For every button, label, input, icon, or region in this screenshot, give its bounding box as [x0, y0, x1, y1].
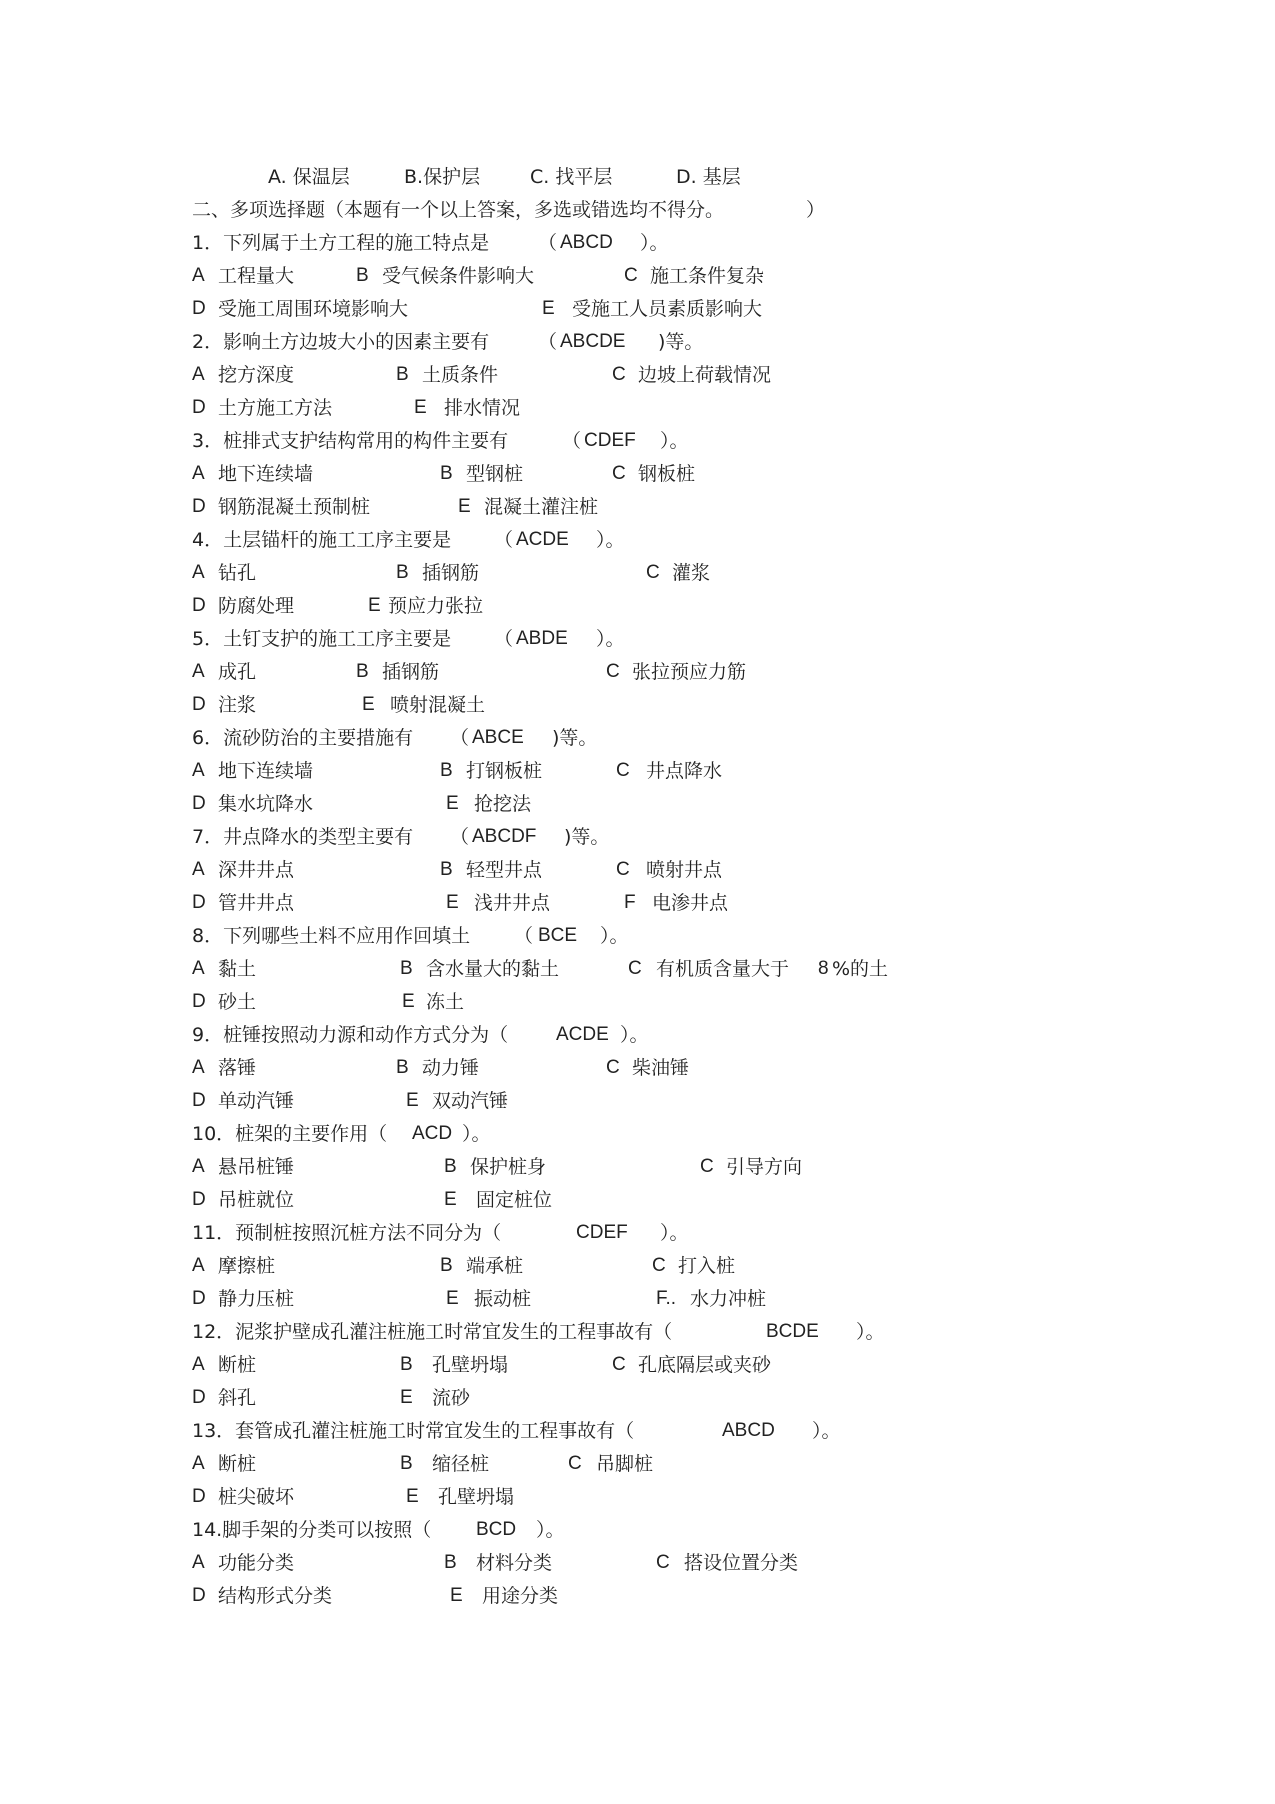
question-10-option-3-text: 引导方向 — [726, 1156, 803, 1178]
question-12-answer: BCDE — [766, 1321, 819, 1342]
question-11-option-6-letter: F.. — [656, 1288, 677, 1309]
question-3-close: ）。 — [660, 430, 689, 452]
question-10-answer: ACD — [412, 1123, 453, 1144]
question-5-option-3-letter: C — [606, 661, 620, 682]
question-14-option-1-letter: A — [192, 1552, 205, 1573]
question-9-option-3-letter: C — [606, 1057, 620, 1078]
question-2-option-3-text: 边坡上荷载情况 — [638, 364, 772, 386]
question-11-option-3-text: 打入桩 — [678, 1255, 736, 1277]
question-6-stem: 6．流砂防治的主要措施有 — [192, 727, 414, 749]
question-8-option-3-letter: C — [628, 958, 642, 979]
question-14-option-4-text: 结构形式分类 — [218, 1585, 333, 1607]
question-12-option-1-letter: A — [192, 1354, 205, 1375]
question-5-option-3-text: 张拉预应力筋 — [632, 661, 747, 683]
question-12-option-4-text: 斜孔 — [218, 1387, 257, 1409]
question-7-option-6-text: 电渗井点 — [652, 892, 729, 914]
question-9-stem: 9．桩锤按照动力源和动作方式分为（ — [192, 1024, 509, 1046]
question-5-option-2-letter: B — [356, 661, 369, 682]
question-12-option-2-letter: B — [400, 1354, 413, 1375]
question-1-option-4-letter: D — [192, 298, 206, 319]
question-9-option-4-letter: D — [192, 1090, 206, 1111]
question-13-option-4-letter: D — [192, 1486, 206, 1507]
question-11-answer: CDEF — [576, 1222, 628, 1243]
question-9-answer: ACDE — [556, 1024, 609, 1045]
question-8-option-2-text: 含水量大的黏土 — [426, 958, 560, 980]
question-5-stem: 5．土钉支护的施工工序主要是 — [192, 628, 452, 650]
question-6-open-paren: （ — [450, 727, 470, 749]
question-6-option-5-letter: E — [446, 793, 459, 814]
question-10-option-2-text: 保护桩身 — [470, 1156, 547, 1178]
question-6-option-2-text: 打钢板桩 — [466, 760, 543, 782]
question-7-open-paren: （ — [450, 826, 470, 848]
question-9-option-2-letter: B — [396, 1057, 409, 1078]
question-7-option-5-letter: E — [446, 892, 459, 913]
question-3-answer: CDEF — [584, 430, 636, 451]
question-6-option-4-text: 集水坑降水 — [218, 793, 314, 815]
question-5-option-4-text: 注浆 — [218, 694, 257, 716]
question-10-stem: 10．桩架的主要作用（ — [192, 1123, 388, 1145]
question-4-option-1-text: 钻孔 — [218, 562, 257, 584]
question-4-option-2-text: 插钢筋 — [422, 562, 480, 584]
question-5-option-1-text: 成孔 — [218, 661, 257, 683]
top-option-c: C. 找平层 — [530, 166, 613, 188]
question-8-option-3-text: 有机质含量大于 — [656, 958, 790, 980]
question-1-option-2-letter: B — [356, 265, 369, 286]
question-11-option-3-letter: C — [652, 1255, 666, 1276]
question-1-option-3-letter: C — [624, 265, 638, 286]
question-14-option-3-letter: C — [656, 1552, 670, 1573]
question-10-option-4-text: 吊桩就位 — [218, 1189, 295, 1211]
question-14-answer: BCD — [476, 1519, 517, 1540]
question-1-option-1-letter: A — [192, 265, 205, 286]
question-2-option-3-letter: C — [612, 364, 626, 385]
question-6-option-3-text: 井点降水 — [646, 760, 723, 782]
question-2-option-4-letter: D — [192, 397, 206, 418]
question-1-option-1-text: 工程量大 — [218, 265, 295, 287]
question-7-option-5-text: 浅井井点 — [474, 892, 551, 914]
question-12-option-1-text: 断桩 — [218, 1354, 257, 1376]
question-5-option-1-letter: A — [192, 661, 205, 682]
question-4-option-2-letter: B — [396, 562, 409, 583]
question-12-option-3-text: 孔底隔层或夹砂 — [638, 1354, 772, 1376]
question-1-option-2-text: 受气候条件影响大 — [382, 265, 535, 287]
question-14-option-5-letter: E — [450, 1585, 463, 1606]
question-13-answer: ABCD — [722, 1420, 775, 1441]
question-11-stem: 11．预制桩按照沉桩方法不同分为（ — [192, 1222, 502, 1244]
top-option-d: D. 基层 — [676, 166, 741, 188]
question-9-close: ）。 — [620, 1024, 649, 1046]
question-8-open-paren: （ — [514, 925, 534, 947]
question-1-stem: 1．下列属于土方工程的施工特点是 — [192, 232, 490, 254]
question-8-option-5-text: 冻土 — [426, 991, 465, 1013]
question-6-option-5-text: 抢挖法 — [474, 793, 532, 815]
question-1-option-5-letter: E — [542, 298, 555, 319]
question-4-option-3-letter: C — [646, 562, 660, 583]
question-9-option-3-text: 柴油锤 — [632, 1057, 690, 1079]
question-11-option-5-letter: E — [446, 1288, 459, 1309]
question-3-stem: 3．桩排式支护结构常用的构件主要有 — [192, 430, 509, 452]
question-5-option-5-text: 喷射混凝土 — [390, 694, 486, 716]
question-2-option-2-letter: B — [396, 364, 409, 385]
question-7-close: )等。 — [564, 826, 610, 848]
section-heading-close: ） — [806, 199, 826, 221]
question-2-option-5-text: 排水情况 — [444, 397, 521, 419]
question-12-stem: 12．泥浆护壁成孔灌注桩施工时常宜发生的工程事故有（ — [192, 1321, 673, 1343]
question-1-open-paren: （ — [538, 232, 558, 254]
question-3-option-3-text: 钢板桩 — [638, 463, 696, 485]
question-7-option-4-letter: D — [192, 892, 206, 913]
question-9-option-5-letter: E — [406, 1090, 419, 1111]
question-11-option-4-text: 静力压桩 — [218, 1288, 295, 1310]
question-13-option-4-text: 桩尖破坏 — [218, 1486, 295, 1508]
question-7-option-2-letter: B — [440, 859, 453, 880]
question-4-option-1-letter: A — [192, 562, 205, 583]
question-13-option-5-letter: E — [406, 1486, 419, 1507]
question-13-option-3-letter: C — [568, 1453, 582, 1474]
question-13-option-1-text: 断桩 — [218, 1453, 257, 1475]
question-3-open-paren: （ — [562, 430, 582, 452]
question-6-option-3-letter: C — [616, 760, 630, 781]
question-3-option-2-letter: B — [440, 463, 453, 484]
question-3-option-5-letter: E — [458, 496, 471, 517]
question-1-option-5-text: 受施工人员素质影响大 — [572, 298, 763, 320]
question-8-option-1-letter: A — [192, 958, 205, 979]
question-9-option-1-text: 落锤 — [218, 1057, 257, 1079]
question-11-option-1-text: 摩擦桩 — [218, 1255, 276, 1277]
question-8-stem: 8．下列哪些土料不应用作回填土 — [192, 925, 471, 947]
question-9-option-5-text: 双动汽锤 — [432, 1090, 509, 1112]
question-7-option-1-text: 深井井点 — [218, 859, 295, 881]
question-11-option-1-letter: A — [192, 1255, 205, 1276]
question-6-option-1-text: 地下连续墙 — [218, 760, 314, 782]
question-11-close: ）。 — [660, 1222, 689, 1244]
question-10-option-4-letter: D — [192, 1189, 206, 1210]
question-10-option-1-letter: A — [192, 1156, 205, 1177]
question-9-option-2-text: 动力锤 — [422, 1057, 480, 1079]
question-12-option-4-letter: D — [192, 1387, 206, 1408]
question-8-answer: BCE — [538, 925, 578, 946]
question-5-answer: ABDE — [516, 628, 568, 649]
question-4-open-paren: （ — [494, 529, 514, 551]
question-7-option-3-text: 喷射井点 — [646, 859, 723, 881]
question-7-option-2-text: 轻型井点 — [466, 859, 543, 881]
question-4-option-5-letter: E — [368, 595, 381, 616]
question-13-stem: 13．套管成孔灌注桩施工时常宜发生的工程事故有（ — [192, 1420, 635, 1442]
question-2-open-paren: （ — [538, 331, 558, 353]
question-13-option-3-text: 吊脚桩 — [596, 1453, 654, 1475]
question-10-option-5-text: 固定桩位 — [476, 1189, 553, 1211]
question-4-option-4-letter: D — [192, 595, 206, 616]
question-4-answer: ACDE — [516, 529, 569, 550]
question-1-option-4-text: 受施工周围环境影响大 — [218, 298, 409, 320]
question-3-option-4-letter: D — [192, 496, 206, 517]
question-10-option-5-letter: E — [444, 1189, 457, 1210]
question-2-option-4-text: 土方施工方法 — [218, 397, 333, 419]
question-1-close: ）。 — [640, 232, 669, 254]
question-11-option-2-letter: B — [440, 1255, 453, 1276]
question-8-option-c-number: 8 — [818, 958, 829, 979]
question-2-option-1-text: 挖方深度 — [218, 364, 295, 386]
section-heading: 二、多项选择题（本题有一个以上答案，多选或错选均不得分。 — [192, 199, 725, 221]
question-8-option-5-letter: E — [402, 991, 415, 1012]
question-12-option-2-text: 孔壁坍塌 — [432, 1354, 509, 1376]
question-5-open-paren: （ — [494, 628, 514, 650]
question-14-option-2-letter: B — [444, 1552, 457, 1573]
question-2-option-5-letter: E — [414, 397, 427, 418]
question-11-option-5-text: 振动桩 — [474, 1288, 532, 1310]
question-6-option-4-letter: D — [192, 793, 206, 814]
question-3-option-5-text: 混凝土灌注桩 — [484, 496, 599, 518]
question-9-option-1-letter: A — [192, 1057, 205, 1078]
question-6-close: )等。 — [552, 727, 598, 749]
question-10-option-2-letter: B — [444, 1156, 457, 1177]
top-option-b: B.保护层 — [404, 166, 481, 188]
question-8-option-4-text: 砂土 — [218, 991, 257, 1013]
top-option-a: A. 保温层 — [268, 166, 350, 188]
question-5-option-5-letter: E — [362, 694, 375, 715]
question-14-stem: 14.脚手架的分类可以按照（ — [192, 1519, 432, 1541]
question-4-close: ）。 — [596, 529, 625, 551]
question-6-answer: ABCE — [472, 727, 524, 748]
question-1-option-3-text: 施工条件复杂 — [650, 265, 765, 287]
question-8-option-c-tail: %的土 — [832, 958, 889, 980]
question-14-option-1-text: 功能分类 — [218, 1552, 295, 1574]
question-11-option-6-text: 水力冲桩 — [690, 1288, 767, 1310]
question-3-option-2-text: 型钢桩 — [466, 463, 524, 485]
question-5-close: ）。 — [596, 628, 625, 650]
question-14-option-2-text: 材料分类 — [476, 1552, 553, 1574]
question-10-option-1-text: 悬吊桩锤 — [218, 1156, 295, 1178]
question-3-option-1-letter: A — [192, 463, 205, 484]
question-3-option-4-text: 钢筋混凝土预制桩 — [218, 496, 371, 518]
question-7-stem: 7．井点降水的类型主要有 — [192, 826, 414, 848]
question-13-option-1-letter: A — [192, 1453, 205, 1474]
question-3-option-3-letter: C — [612, 463, 626, 484]
question-8-close: ）。 — [600, 925, 629, 947]
question-13-close: ）。 — [812, 1420, 841, 1442]
question-1-answer: ABCD — [560, 232, 613, 253]
question-4-option-5-text: 预应力张拉 — [388, 595, 484, 617]
question-2-close: )等。 — [658, 331, 704, 353]
question-5-option-2-text: 插钢筋 — [382, 661, 440, 683]
question-12-option-3-letter: C — [612, 1354, 626, 1375]
question-8-option-2-letter: B — [400, 958, 413, 979]
question-14-option-3-text: 搭设位置分类 — [684, 1552, 799, 1574]
question-12-option-5-text: 流砂 — [432, 1387, 471, 1409]
question-5-option-4-letter: D — [192, 694, 206, 715]
question-2-answer: ABCDE — [560, 331, 626, 352]
question-2-stem: 2．影响土方边坡大小的因素主要有 — [192, 331, 490, 353]
question-8-option-4-letter: D — [192, 991, 206, 1012]
question-4-option-3-text: 灌浆 — [672, 562, 711, 584]
question-12-close: ）。 — [856, 1321, 885, 1343]
question-10-close: ）。 — [462, 1123, 491, 1145]
question-11-option-4-letter: D — [192, 1288, 206, 1309]
question-7-option-1-letter: A — [192, 859, 205, 880]
question-11-option-2-text: 端承桩 — [466, 1255, 524, 1277]
question-6-option-1-letter: A — [192, 760, 205, 781]
question-7-option-4-text: 管井井点 — [218, 892, 295, 914]
question-4-stem: 4．土层锚杆的施工工序主要是 — [192, 529, 452, 551]
question-13-option-2-text: 缩径桩 — [432, 1453, 490, 1475]
question-4-option-4-text: 防腐处理 — [218, 595, 295, 617]
question-9-option-4-text: 单动汽锤 — [218, 1090, 295, 1112]
question-13-option-2-letter: B — [400, 1453, 413, 1474]
question-7-option-3-letter: C — [616, 859, 630, 880]
question-13-option-5-text: 孔壁坍塌 — [438, 1486, 515, 1508]
question-7-answer: ABCDF — [472, 826, 537, 847]
question-8-option-1-text: 黏土 — [218, 958, 257, 980]
question-14-option-4-letter: D — [192, 1585, 206, 1606]
question-2-option-2-text: 土质条件 — [422, 364, 499, 386]
question-14-option-5-text: 用途分类 — [482, 1585, 559, 1607]
question-10-option-3-letter: C — [700, 1156, 714, 1177]
question-12-option-5-letter: E — [400, 1387, 413, 1408]
question-2-option-1-letter: A — [192, 364, 205, 385]
question-3-option-1-text: 地下连续墙 — [218, 463, 314, 485]
question-14-close: ）。 — [536, 1519, 565, 1541]
question-6-option-2-letter: B — [440, 760, 453, 781]
question-7-option-6-letter: F — [624, 892, 636, 913]
